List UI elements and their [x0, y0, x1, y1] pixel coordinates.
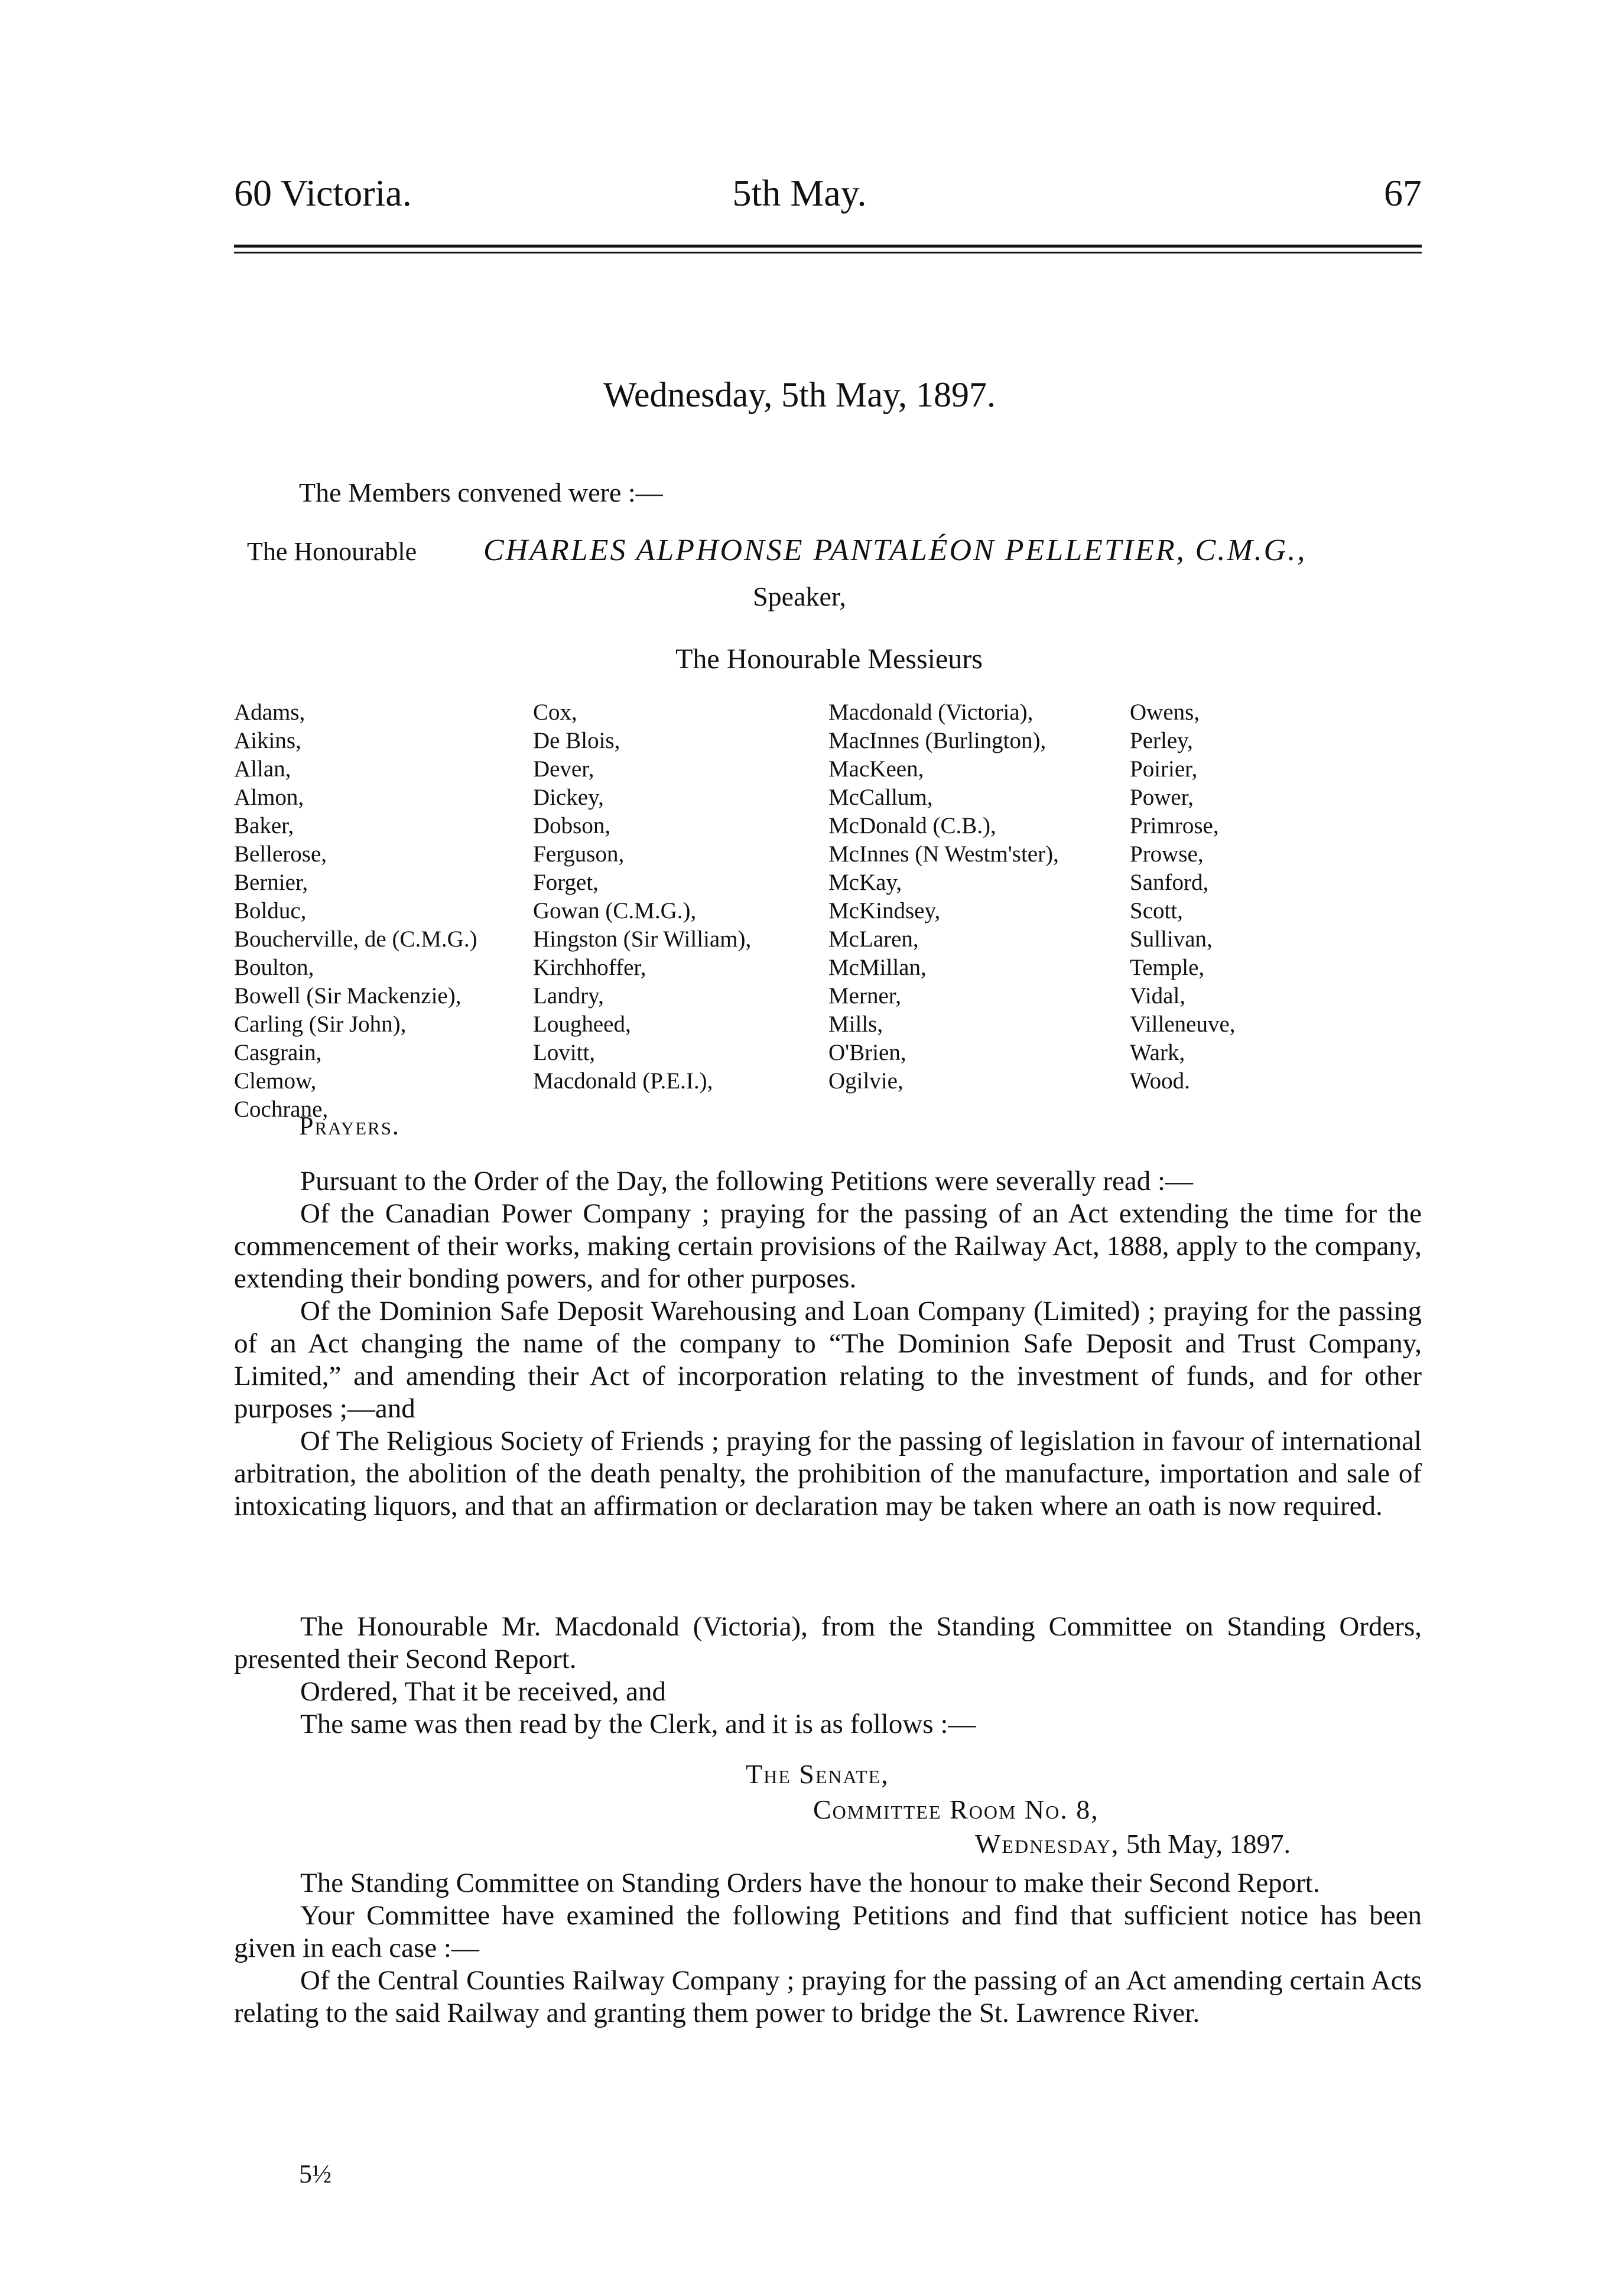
member-name: Sanford,: [1130, 870, 1209, 895]
member-name: Macdonald (P.E.I.),: [533, 1068, 713, 1094]
member-name: Cox,: [533, 700, 577, 725]
member-name: Bernier,: [234, 870, 308, 895]
member-name: McKay,: [828, 870, 902, 895]
member-name: McKindsey,: [828, 898, 941, 923]
header-rule-bottom: [234, 252, 1422, 253]
member-name: Vidal,: [1130, 983, 1186, 1009]
member-name: Bowell (Sir Mackenzie),: [234, 983, 462, 1009]
report-presented: The Honourable Mr. Macdonald (Victoria), from the Standing Committee on Standing Orders, presented their Second Report.: [234, 1611, 1422, 1674]
member-name: Dever,: [533, 756, 594, 782]
member-name: Lougheed,: [533, 1012, 631, 1037]
member-name: Temple,: [1130, 955, 1205, 980]
member-name: Macdonald (Victoria),: [828, 700, 1034, 725]
report-date: 5th May, 1897.: [1126, 1829, 1291, 1859]
member-name: O'Brien,: [828, 1040, 906, 1065]
member-name: Kirchhoffer,: [533, 955, 646, 980]
report-weekday: Wednesday,: [975, 1829, 1120, 1859]
report-paragraph: Of the Central Counties Railway Company ; praying for the passing of an Act amending certain Acts relating to the said Railway and granting them power to bridge the St. Lawrence River.: [234, 1965, 1422, 2028]
messieurs-heading: The Honourable Messieurs: [675, 643, 983, 675]
petitions-section: [234, 1165, 1422, 1523]
member-name: Mills,: [828, 1012, 883, 1037]
members-column-2: [533, 698, 751, 1095]
member-name: Sullivan,: [1130, 926, 1213, 952]
speaker-title: Speaker,: [753, 581, 846, 612]
petition-society-of-friends: Of The Religious Society of Friends ; praying for the passing of legislation in favour of international arbitration, the abolition of the death penalty, the prohibition of the manufacture, importation and sale of intoxicating liquors, and that an affirmation or declaration may be taken where an oath is now required.: [234, 1426, 1422, 1521]
report-section: [234, 1611, 1422, 1741]
member-name: Poirier,: [1130, 756, 1198, 782]
report-ordered: Ordered, That it be received, and: [300, 1676, 666, 1707]
member-name: Aikins,: [234, 728, 301, 753]
member-name: MacKeen,: [828, 756, 924, 782]
report-read: The same was then read by the Clerk, and it is as follows :—: [300, 1709, 976, 1739]
member-name: McMillan,: [828, 955, 927, 980]
member-name: McInnes (N Westm'ster),: [828, 841, 1059, 867]
member-name: Villeneuve,: [1130, 1012, 1236, 1037]
member-name: Lovitt,: [533, 1040, 596, 1065]
report-paragraph: The Standing Committee on Standing Orders have the honour to make their Second Report.: [300, 1868, 1320, 1898]
date-heading: Wednesday, 5th May, 1897.: [603, 375, 996, 414]
member-name: Clemow,: [234, 1068, 317, 1094]
members-column-3: [828, 698, 1059, 1095]
header-date: 5th May.: [732, 172, 867, 214]
member-name: Casgrain,: [234, 1040, 322, 1065]
member-name: Owens,: [1130, 700, 1200, 725]
member-name: Boucherville, de (C.M.G.): [234, 926, 477, 952]
member-name: Adams,: [234, 700, 306, 725]
members-list: [234, 698, 1422, 1122]
member-name: MacInnes (Burlington),: [828, 728, 1046, 753]
member-name: Forget,: [533, 870, 599, 895]
page-number: 67: [1384, 172, 1422, 214]
member-name: Wark,: [1130, 1040, 1185, 1065]
member-name: Hingston (Sir William),: [533, 926, 752, 952]
member-name: Gowan (C.M.G.),: [533, 898, 697, 923]
header-volume: 60 Victoria.: [234, 172, 412, 214]
member-name: Primrose,: [1130, 813, 1219, 838]
report-body: [234, 1867, 1422, 2030]
speaker-name: CHARLES ALPHONSE PANTALÉON PELLETIER, C.M.G.,: [483, 534, 1307, 567]
header-rule-top: [234, 245, 1422, 248]
members-column-4: [1130, 698, 1236, 1095]
member-name: Scott,: [1130, 898, 1183, 923]
member-name: McDonald (C.B.),: [828, 813, 996, 838]
committee-room: Committee Room No. 8,: [813, 1794, 1099, 1825]
member-name: Prowse,: [1130, 841, 1204, 867]
member-name: Bellerose,: [234, 841, 327, 867]
report-paragraph: Your Committee have examined the following Petitions and find that sufficient notice has been given in each case :—: [234, 1900, 1422, 1963]
member-name: Wood.: [1130, 1068, 1190, 1094]
member-name: McCallum,: [828, 785, 933, 810]
petition-canadian-power: Of the Canadian Power Company ; praying for the passing of an Act extending the time for the commencement of their works, making certain provisions of the Railway Act, 1888, apply to the company, extending their bonding powers, and for other purposes.: [234, 1198, 1422, 1294]
member-name: Almon,: [234, 785, 304, 810]
member-name: Baker,: [234, 813, 294, 838]
member-name: Power,: [1130, 785, 1194, 810]
members-convened: The Members convened were :—: [299, 477, 663, 508]
member-name: Ogilvie,: [828, 1068, 904, 1094]
members-column-1: [234, 698, 477, 1124]
member-name: Allan,: [234, 756, 291, 782]
signature-mark: 5½: [299, 2160, 332, 2188]
prayers-heading: Prayers.: [299, 1111, 400, 1140]
member-name: Boulton,: [234, 955, 314, 980]
member-name: Cochrane,: [234, 1097, 329, 1122]
member-name: McLaren,: [828, 926, 919, 952]
speaker-prefix: The Honourable: [247, 537, 417, 566]
member-name: Dickey,: [533, 785, 604, 810]
senate-heading: The Senate,: [746, 1759, 889, 1789]
member-name: Dobson,: [533, 813, 611, 838]
member-name: Ferguson,: [533, 841, 625, 867]
member-name: Carling (Sir John),: [234, 1012, 407, 1037]
member-name: Landry,: [533, 983, 604, 1009]
petitions-intro: Pursuant to the Order of the Day, the following Petitions were severally read :—: [300, 1166, 1193, 1196]
member-name: De Blois,: [533, 728, 620, 753]
member-name: Perley,: [1130, 728, 1193, 753]
member-name: Bolduc,: [234, 898, 307, 923]
member-name: Merner,: [828, 983, 901, 1009]
petition-dominion-safe-deposit: Of the Dominion Safe Deposit Warehousing and Loan Company (Limited) ; praying for the passing of an Act changing the name of the company to “The Dominion Safe Deposit and Trust Company, Limited,” and amending their Act of incorporation relating to the investment of funds, and for other purposes ;—and: [234, 1296, 1422, 1424]
